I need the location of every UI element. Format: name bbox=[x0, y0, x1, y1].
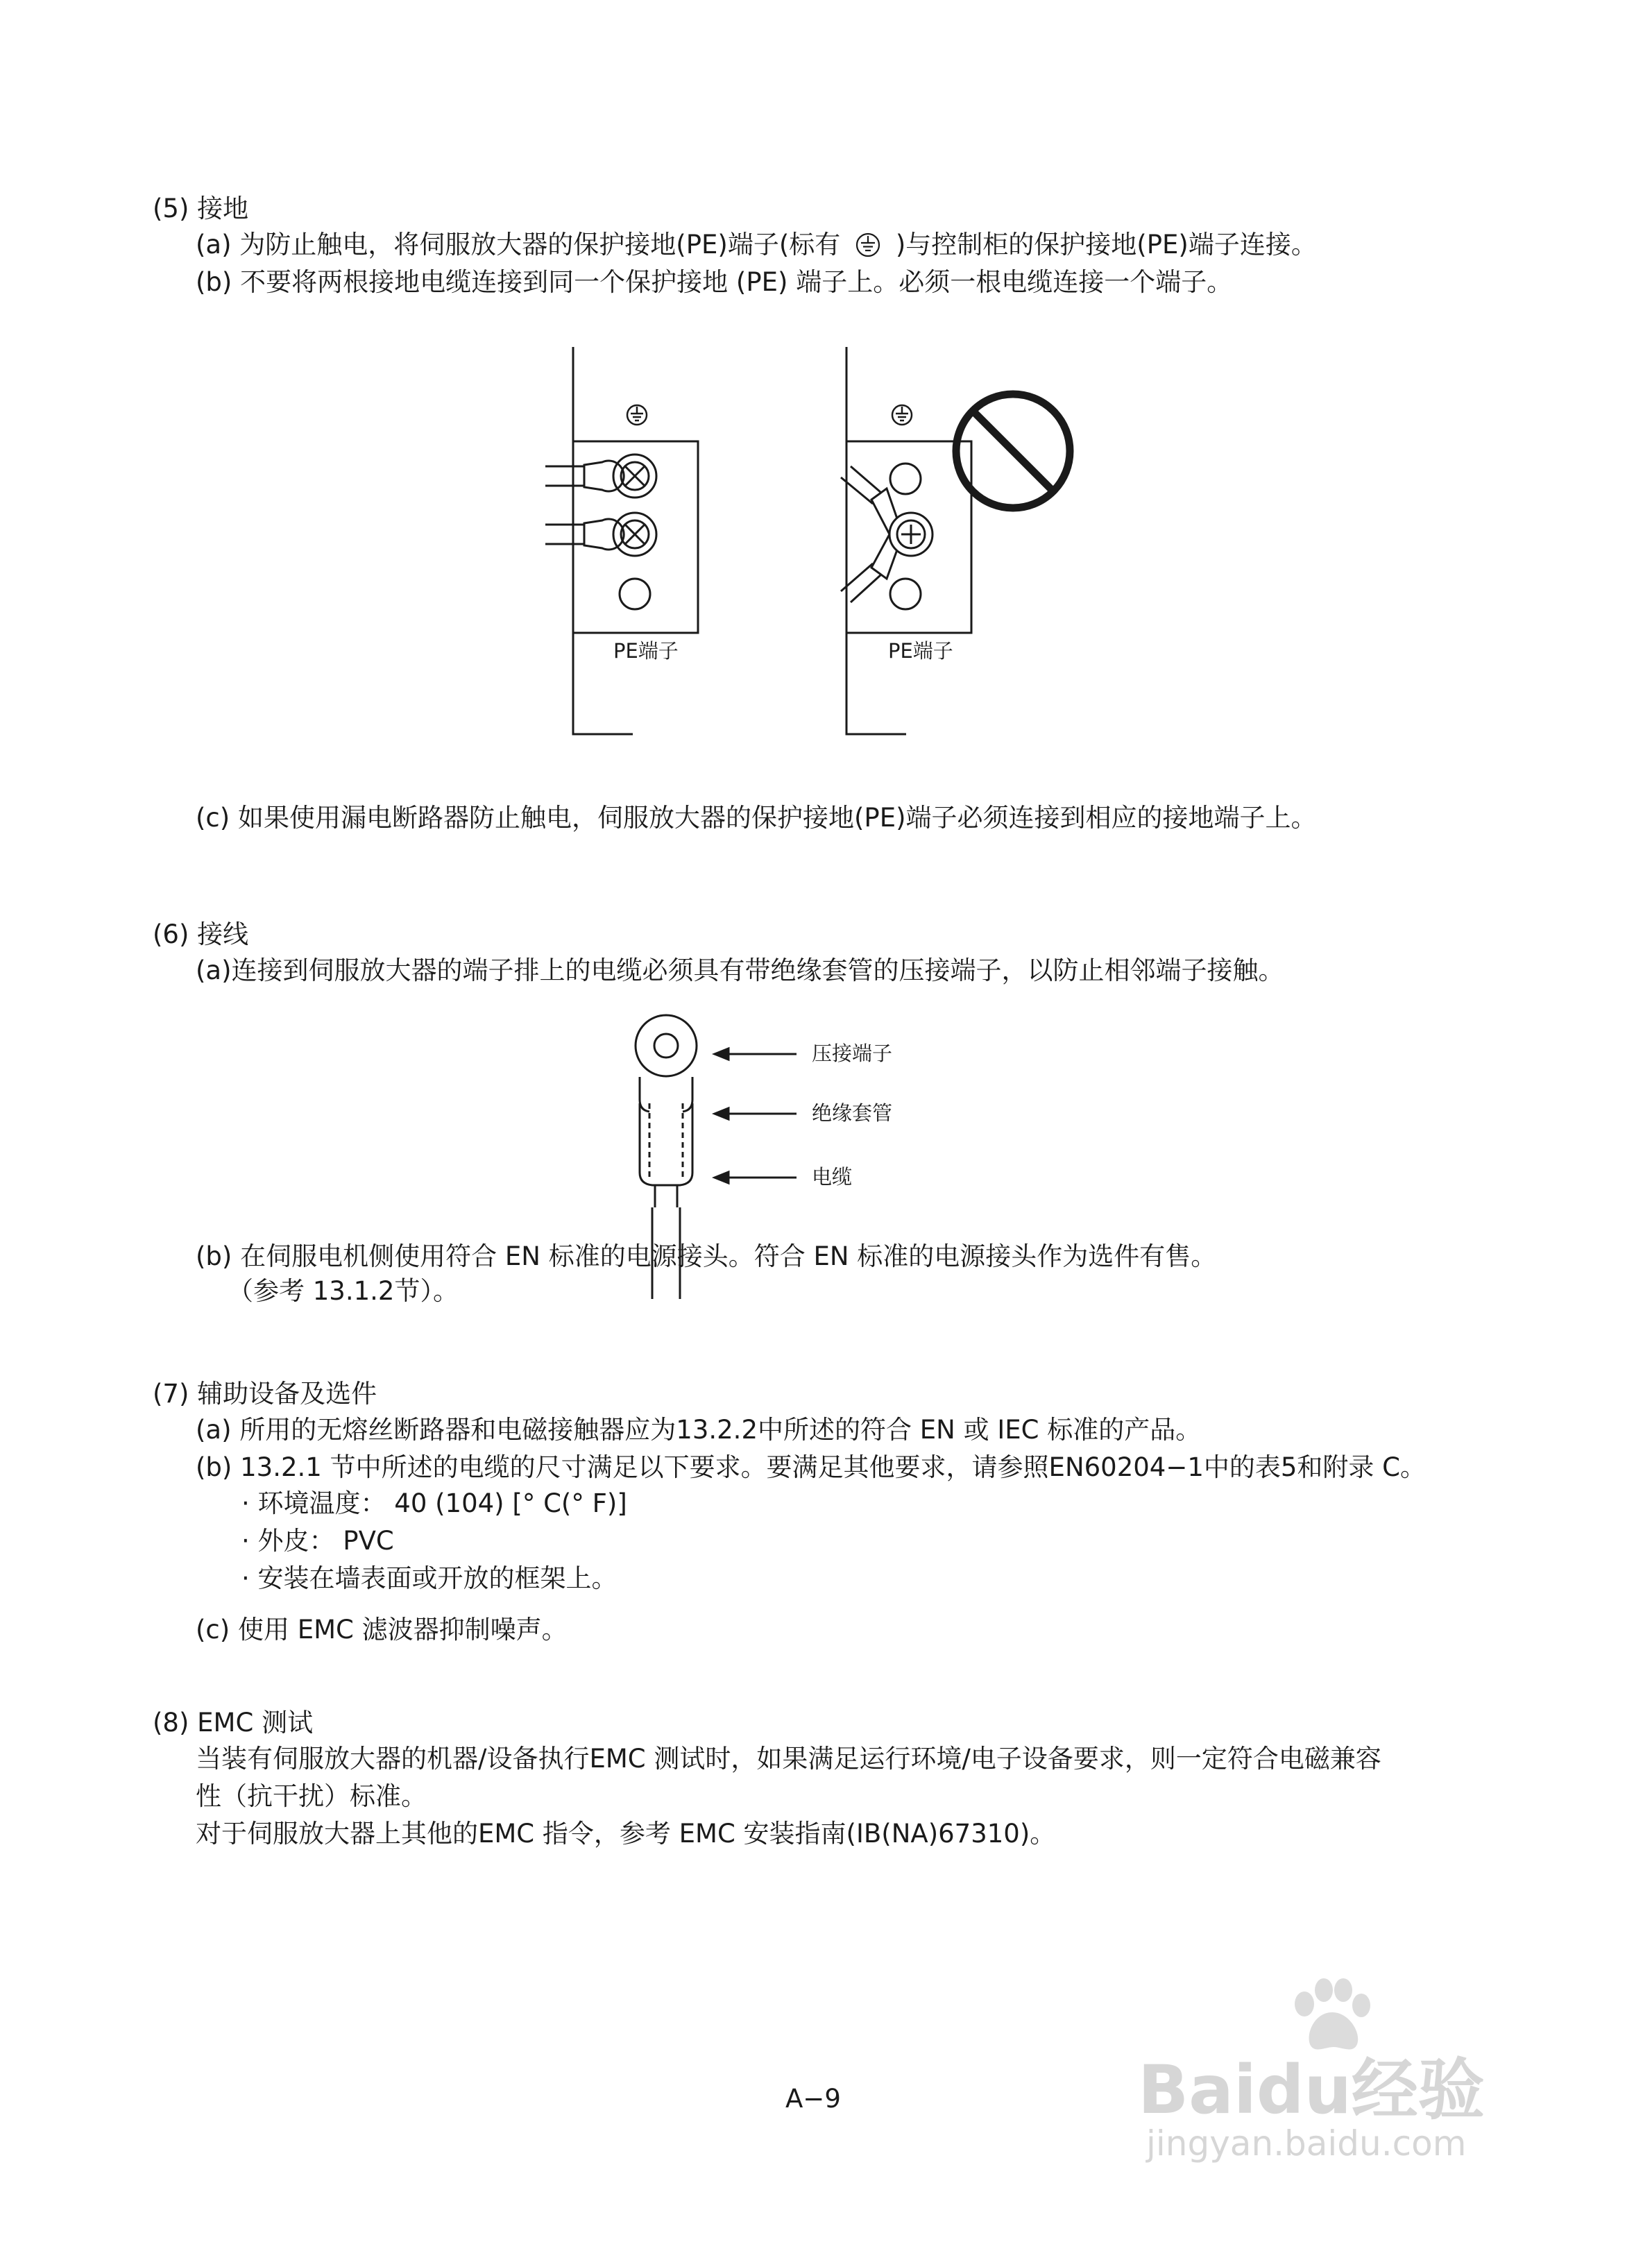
section-5-heading: (5) 接地 bbox=[153, 194, 249, 223]
section-7-item-b: (b) 13.2.1 节中所述的电缆的尺寸满足以下要求。要满足其他要求，请参照EN60204−1中的表5和附录 C。 bbox=[196, 1452, 1426, 1482]
watermark-url: jingyan.baidu.com bbox=[1146, 2123, 1467, 2164]
section-6-heading: (6) 接线 bbox=[153, 919, 249, 949]
page-number: A−9 bbox=[785, 2084, 841, 2114]
section-6-item-b: (b) 在伺服电机侧使用符合 EN 标准的电源接头。符合 EN 标准的电源接头作为选件有售。 bbox=[196, 1241, 1217, 1271]
section-8-heading: (8) EMC 测试 bbox=[153, 1708, 314, 1738]
baidu-watermark bbox=[1138, 1978, 1637, 2186]
cable-label: 电缆 bbox=[812, 1165, 853, 1189]
section-5-item-a-text-before: (a) 为防止触电，将伺服放大器的保护接地(PE)端子(标有 bbox=[196, 230, 841, 260]
section-7-item-a: (a) 所用的无熔丝断路器和电磁接触器应为13.2.2中所述的符合 EN 或 IEC 标准的产品。 bbox=[196, 1415, 1202, 1445]
section-5-item-c: (c) 如果使用漏电断路器防止触电，伺服放大器的保护接地(PE)端子必须连接到相应的接地端子上。 bbox=[196, 803, 1317, 833]
section-7-bullet: · 环境温度： 40 (104) [° C(° F)] bbox=[241, 1488, 627, 1518]
pe-terminal-label-left: PE端子 bbox=[613, 639, 679, 663]
section-6-item-a: (a)连接到伺服放大器的端子排上的电缆必须具有带绝缘套管的压接端子，以防止相邻端子接触。 bbox=[196, 956, 1284, 985]
section-8-paragraph-line: 性（抗干扰）标准。 bbox=[196, 1781, 427, 1811]
arrow-insulation-sleeve bbox=[715, 1108, 797, 1119]
pe-terminal-label-right: PE端子 bbox=[888, 639, 953, 663]
section-8-paragraph-line: 对于伺服放大器上其他的EMC 指令，参考 EMC 安装指南(IB(NA)67310)。 bbox=[196, 1819, 1056, 1849]
section-8-paragraph-line: 当装有伺服放大器的机器/设备执行EMC 测试时，如果满足运行环境/电子设备要求，则一定符合电磁兼容 bbox=[196, 1744, 1381, 1774]
arrow-crimp-terminal bbox=[715, 1048, 797, 1060]
arrow-cable bbox=[715, 1172, 797, 1183]
section-7-bullet: · 外皮： PVC bbox=[241, 1526, 394, 1556]
watermark-brand: Baidu经验 bbox=[1138, 2051, 1485, 2129]
section-5-item-a-text-after: )与控制柜的保护接地(PE)端子连接。 bbox=[895, 230, 1317, 260]
insulation-sleeve-label: 绝缘套管 bbox=[812, 1101, 893, 1125]
section-7-item-c: (c) 使用 EMC 滤波器抑制噪声。 bbox=[196, 1615, 568, 1645]
section-6-item-b-reference: （参考 13.1.2节）。 bbox=[228, 1276, 459, 1306]
section-7-heading: (7) 辅助设备及选件 bbox=[153, 1379, 377, 1409]
section-7-bullet: · 安装在墙表面或开放的框架上。 bbox=[241, 1563, 618, 1593]
section-5-item-b: (b) 不要将两根接地电缆连接到同一个保护接地 (PE) 端子上。必须一根电缆连接一个端子。 bbox=[196, 267, 1233, 297]
crimp-terminal-label: 压接端子 bbox=[812, 1042, 893, 1065]
